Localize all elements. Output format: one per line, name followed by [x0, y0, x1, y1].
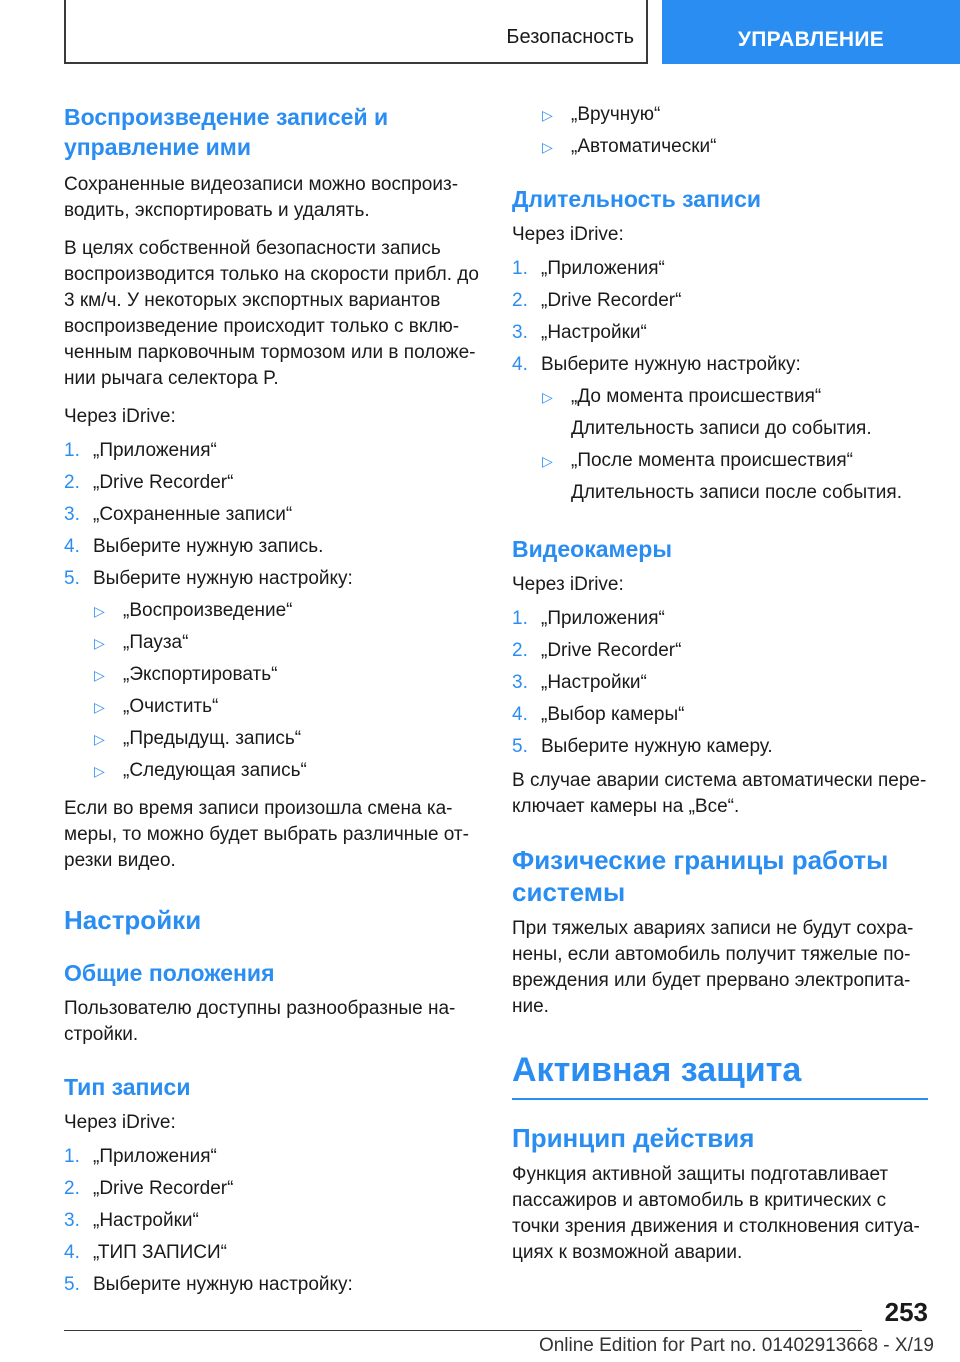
paragraph: В целях собственной безопасности запись воспроизводится только на скорости прибл. до 3 км/ч. У некоторых экспортных вариантов воспроизведение происходит только с вклю‐ченным парковочным тормозом или в положе‐нии рычага селектора P.: [64, 238, 479, 389]
option-description: Длительность записи после события.: [571, 482, 902, 503]
step-number: 3.: [512, 672, 528, 693]
list-item: [512, 734, 928, 760]
list-item: [64, 470, 480, 496]
list-item: [512, 702, 928, 728]
step-text: Выберите нужную настройку:: [93, 568, 353, 589]
step-text: Выберите нужную камеру.: [541, 736, 773, 757]
step-number: 3.: [512, 322, 528, 343]
option-text: „До момента происшествия“: [571, 386, 822, 407]
step-text: Выберите нужную настройку:: [93, 1274, 353, 1295]
steps-list: [512, 256, 928, 378]
option-text: „После момента происшествия“: [571, 450, 853, 471]
via-idrive: Через iDrive:: [64, 406, 176, 427]
triangle-right-icon: ▷: [542, 139, 553, 155]
paragraph: При тяжелых авариях записи не будут сохра‐нены, если автомобиль получит тяжелые по‐вреждения или будет прервано электропита‐ние.: [512, 918, 914, 1017]
step-number: 2.: [512, 640, 528, 661]
heading-system-limits: Физические границы работы системы: [512, 845, 889, 907]
option-text: „Следующая запись“: [123, 760, 307, 781]
triangle-right-icon: ▷: [94, 763, 105, 779]
heading-settings: Настройки: [64, 905, 202, 935]
step-text: „Drive Recorder“: [541, 290, 682, 311]
step-number: 5.: [512, 736, 528, 757]
list-item: [64, 694, 480, 720]
list-item: [64, 1176, 480, 1202]
option-text: „Автоматически“: [571, 136, 717, 157]
via-idrive: Через iDrive:: [512, 224, 624, 245]
step-text: „Выбор камеры“: [541, 704, 685, 725]
step-text: „Настройки“: [541, 672, 647, 693]
steps-list: [64, 1144, 480, 1298]
paragraph: Сохраненные видеозаписи можно воспроиз‐водить, экспортировать и удалять.: [64, 174, 459, 221]
triangle-right-icon: ▷: [94, 635, 105, 651]
section-title: Безопасность: [506, 26, 634, 48]
list-item: [512, 352, 928, 378]
step-number: 4.: [512, 704, 528, 725]
step-number: 5.: [64, 1274, 80, 1295]
option-text: „Пауза“: [123, 632, 189, 653]
heading-duration: Длительность записи: [512, 186, 762, 212]
list-item: [64, 630, 480, 656]
triangle-right-icon: ▷: [542, 389, 553, 405]
list-item: [512, 102, 928, 128]
list-item: [64, 598, 480, 624]
step-number: 4.: [64, 536, 80, 557]
step-number: 1.: [512, 608, 528, 629]
option-text: „Вручную“: [571, 104, 661, 125]
paragraph: Если во время записи произошла смена ка‐меры, то можно будет выбрать различные от‐резки видео.: [64, 798, 469, 871]
step-number: 1.: [64, 440, 80, 461]
heading-principle: Принцип действия: [512, 1123, 755, 1153]
triangle-right-icon: ▷: [94, 731, 105, 747]
step-text: „Приложения“: [541, 258, 665, 279]
list-item: [64, 566, 480, 592]
heading-active-protection: Активная защита: [512, 1050, 928, 1100]
step-text: „Приложения“: [93, 1146, 217, 1167]
left-column: [64, 102, 480, 1298]
heading-playback: Воспроизведение записей и управление ими: [64, 104, 389, 160]
via-idrive: Через iDrive:: [64, 1112, 176, 1133]
step-text: „Drive Recorder“: [93, 1178, 234, 1199]
options-list: [64, 598, 480, 784]
option-text: „Экспортировать“: [123, 664, 278, 685]
via-idrive: Через iDrive:: [512, 574, 624, 595]
list-item: [512, 606, 928, 632]
record-type-options: [512, 102, 928, 160]
page-number: 253: [884, 1297, 928, 1327]
list-item: [512, 320, 928, 346]
footer-edition: Online Edition for Part no. 01402913668 - X/19: [538, 1335, 934, 1356]
step-text: „Приложения“: [93, 440, 217, 461]
triangle-right-icon: ▷: [94, 603, 105, 619]
triangle-right-icon: ▷: [94, 699, 105, 715]
step-text: „Drive Recorder“: [93, 472, 234, 493]
step-number: 3.: [64, 504, 80, 525]
heading-cameras: Видеокамеры: [512, 536, 672, 562]
step-text: Выберите нужную настройку:: [541, 354, 801, 375]
list-item: [64, 662, 480, 688]
steps-list: [64, 438, 480, 592]
step-text: „Настройки“: [541, 322, 647, 343]
list-item: [512, 256, 928, 282]
list-item: [512, 448, 928, 474]
list-item: [512, 384, 928, 410]
footer-divider: [64, 1330, 862, 1331]
step-number: 5.: [64, 568, 80, 589]
paragraph: Функция активной защиты подготавливает пассажиров и автомобиль в критических с точки зрения движения и столкновения ситуа‐циях к возможной аварии.: [512, 1164, 920, 1263]
list-item: [512, 288, 928, 314]
list-item: [64, 1208, 480, 1234]
list-item: [64, 1272, 480, 1298]
list-item: [512, 670, 928, 696]
option-text: „Очистить“: [123, 696, 219, 717]
list-item: [64, 534, 480, 560]
list-item: [64, 758, 480, 784]
triangle-right-icon: ▷: [94, 667, 105, 683]
step-number: 2.: [64, 1178, 80, 1199]
list-item: [512, 134, 928, 160]
step-number: 4.: [512, 354, 528, 375]
list-item: [64, 1144, 480, 1170]
paragraph: Пользователю доступны разнообразные на‐стройки.: [64, 998, 456, 1045]
step-number: 2.: [512, 290, 528, 311]
step-text: „Настройки“: [93, 1210, 199, 1231]
steps-list: [512, 606, 928, 760]
list-item: [64, 726, 480, 752]
chapter-label: УПРАВЛЕНИЕ: [737, 28, 885, 51]
list-item: [64, 438, 480, 464]
step-text: Выберите нужную запись.: [93, 536, 324, 557]
step-number: 1.: [64, 1146, 80, 1167]
list-item: [64, 502, 480, 528]
option-text: „Предыдущ. запись“: [123, 728, 302, 749]
option-text: „Воспроизведение“: [123, 600, 293, 621]
right-column: [512, 102, 928, 1266]
step-text: „ТИП ЗАПИСИ“: [93, 1242, 227, 1263]
step-number: 1.: [512, 258, 528, 279]
header-section-box: [64, 0, 648, 64]
step-number: 3.: [64, 1210, 80, 1231]
list-item: [64, 1240, 480, 1266]
triangle-right-icon: ▷: [542, 107, 553, 123]
step-number: 2.: [64, 472, 80, 493]
option-description: Длительность записи до события.: [571, 418, 872, 439]
duration-options: [512, 384, 928, 506]
step-text: „Drive Recorder“: [541, 640, 682, 661]
step-text: „Приложения“: [541, 608, 665, 629]
paragraph: В случае аварии система автоматически пере‐ключает камеры на „Все“.: [512, 770, 927, 817]
chapter-tab[interactable]: [662, 0, 960, 64]
triangle-right-icon: ▷: [542, 453, 553, 469]
heading-general: Общие положения: [64, 960, 275, 986]
step-text: „Сохраненные записи“: [93, 504, 293, 525]
heading-record-type: Тип записи: [64, 1074, 191, 1100]
list-item: [512, 638, 928, 664]
step-number: 4.: [64, 1242, 80, 1263]
